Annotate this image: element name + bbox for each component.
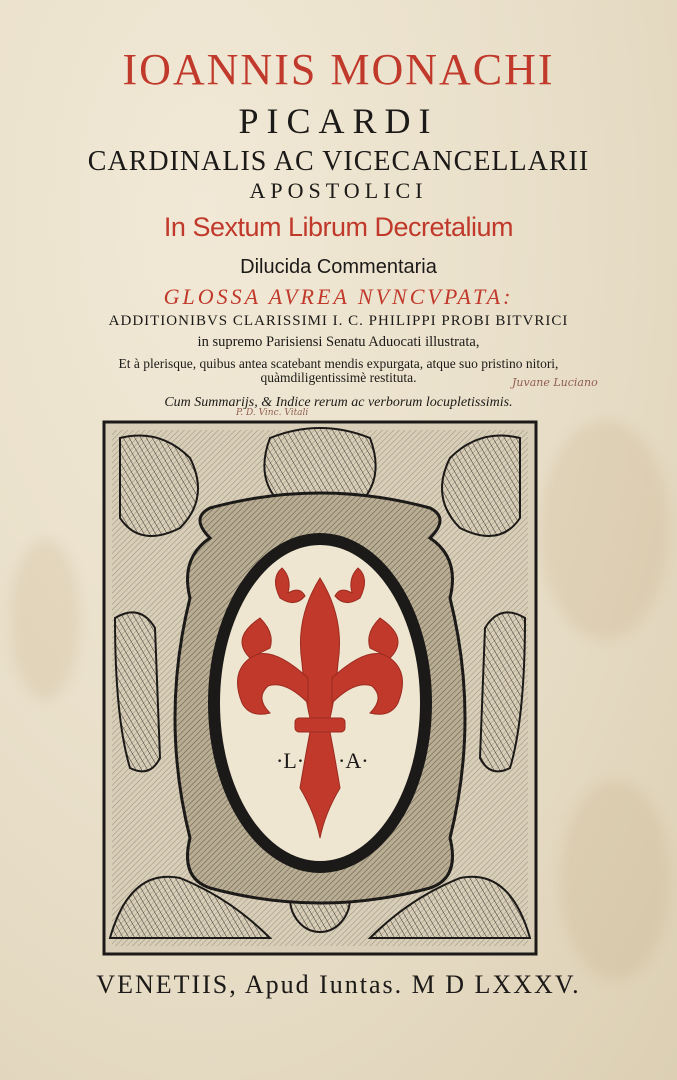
printer-device-woodcut (100, 418, 540, 958)
svg-text:·A·: ·A· (338, 748, 369, 773)
author-surname: PICARDI (238, 101, 439, 141)
gloss-title: GLOSSA AVREA NVNCVPATA: (163, 284, 514, 309)
handwritten-note-right: Juvane Luciano (512, 376, 598, 389)
author-name: IOANNIS MONACHI (122, 45, 555, 94)
author-title: CARDINALIS AC VICECANCELLARII (87, 146, 590, 177)
handwritten-note-below: P. D. Vinc. Vitali (236, 408, 309, 418)
additions-line-2: in supremo Parisiensi Senatu Aduocati illustrata, (197, 334, 480, 350)
work-subtitle: Dilucida Commentaria (240, 256, 437, 278)
svg-text:·L·: ·L· (276, 748, 305, 773)
summary-line: Cum Summarijs, & Indice rerum ac verborum locupletissimis. (164, 395, 513, 410)
additions-line: ADDITIONIBVS CLARISSIMI I. C. PHILIPPI PROBI BITVRICI (108, 313, 569, 329)
work-title: In Sextum Librum Decretalium (163, 212, 514, 242)
correction-line-2: quàmdiligentissimè restituta. (260, 370, 417, 385)
imprint: VENETIIS, Apud Iuntas. M D LXXXV. (96, 970, 581, 999)
author-title-2: APOSTOLICI (249, 178, 428, 203)
correction-line: Et à plerisque, quibus antea scatebant mendis expurgata, atque suo pristino nitori, (118, 356, 559, 371)
